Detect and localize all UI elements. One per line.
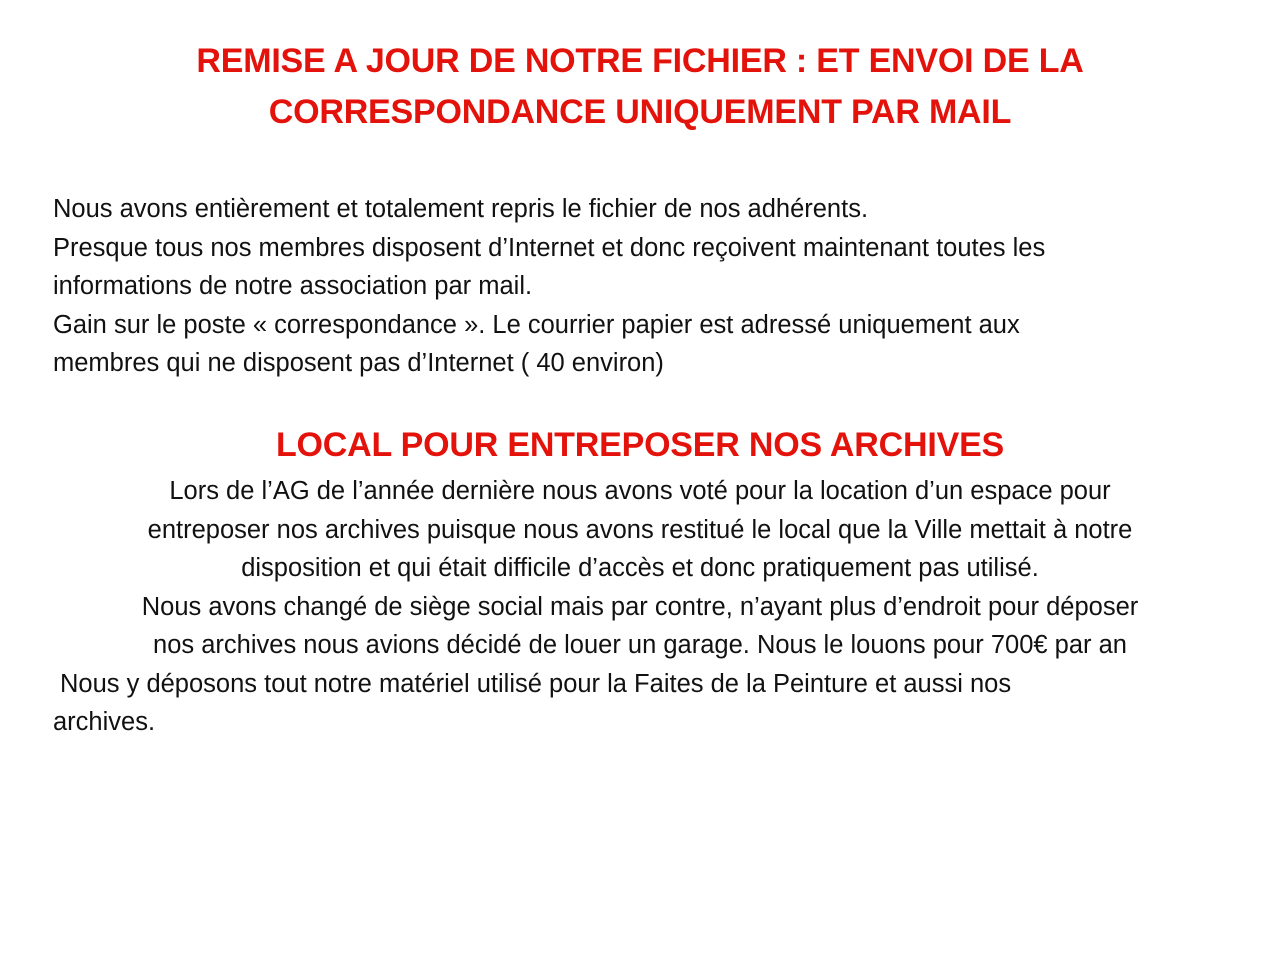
body-line: Nous avons changé de siège social mais par contre, n’ayant plus d’endroit pour déposer xyxy=(141,592,1139,621)
section-title-archives xyxy=(60,420,1220,471)
body-line: Nous y déposons tout notre matériel utilisé pour la Faites de la Peinture et aussi nos xyxy=(60,669,1012,698)
body-line: entreposer nos archives puisque nous avons restitué le local que la Ville mettait à notre xyxy=(147,515,1133,544)
title-line: CORRESPONDANCE UNIQUEMENT PAR MAIL xyxy=(268,93,1012,131)
body-line: Presque tous nos membres disposent d’Internet et donc reçoivent maintenant toutes les xyxy=(53,233,1046,262)
section-body-archives xyxy=(40,472,1240,742)
body-line: informations de notre association par mail. xyxy=(53,272,533,300)
title-line: LOCAL POUR ENTREPOSER NOS ARCHIVES xyxy=(275,426,1005,464)
body-line: disposition et qui était difficile d’accès et donc pratiquement pas utilisé. xyxy=(241,554,1039,582)
body-line: archives. xyxy=(53,708,156,736)
title-line: REMISE A JOUR DE NOTRE FICHIER : ET ENVOI DE LA xyxy=(196,42,1084,80)
body-line: Nous avons entièrement et totalement repris le fichier de nos adhérents. xyxy=(53,195,869,223)
body-line: Lors de l’AG de l’année dernière nous avons voté pour la location d’un espace pour xyxy=(169,477,1111,505)
section-body-fichier xyxy=(53,190,1233,383)
body-line: Gain sur le poste « correspondance ». Le courrier papier est adressé uniquement aux xyxy=(53,310,1020,339)
section-title-fichier xyxy=(60,36,1220,138)
body-line: membres qui ne disposent pas d’Internet ( 40 environ) xyxy=(53,349,664,377)
body-line: nos archives nous avions décidé de louer un garage. Nous le louons pour 700€ par an xyxy=(153,631,1127,659)
